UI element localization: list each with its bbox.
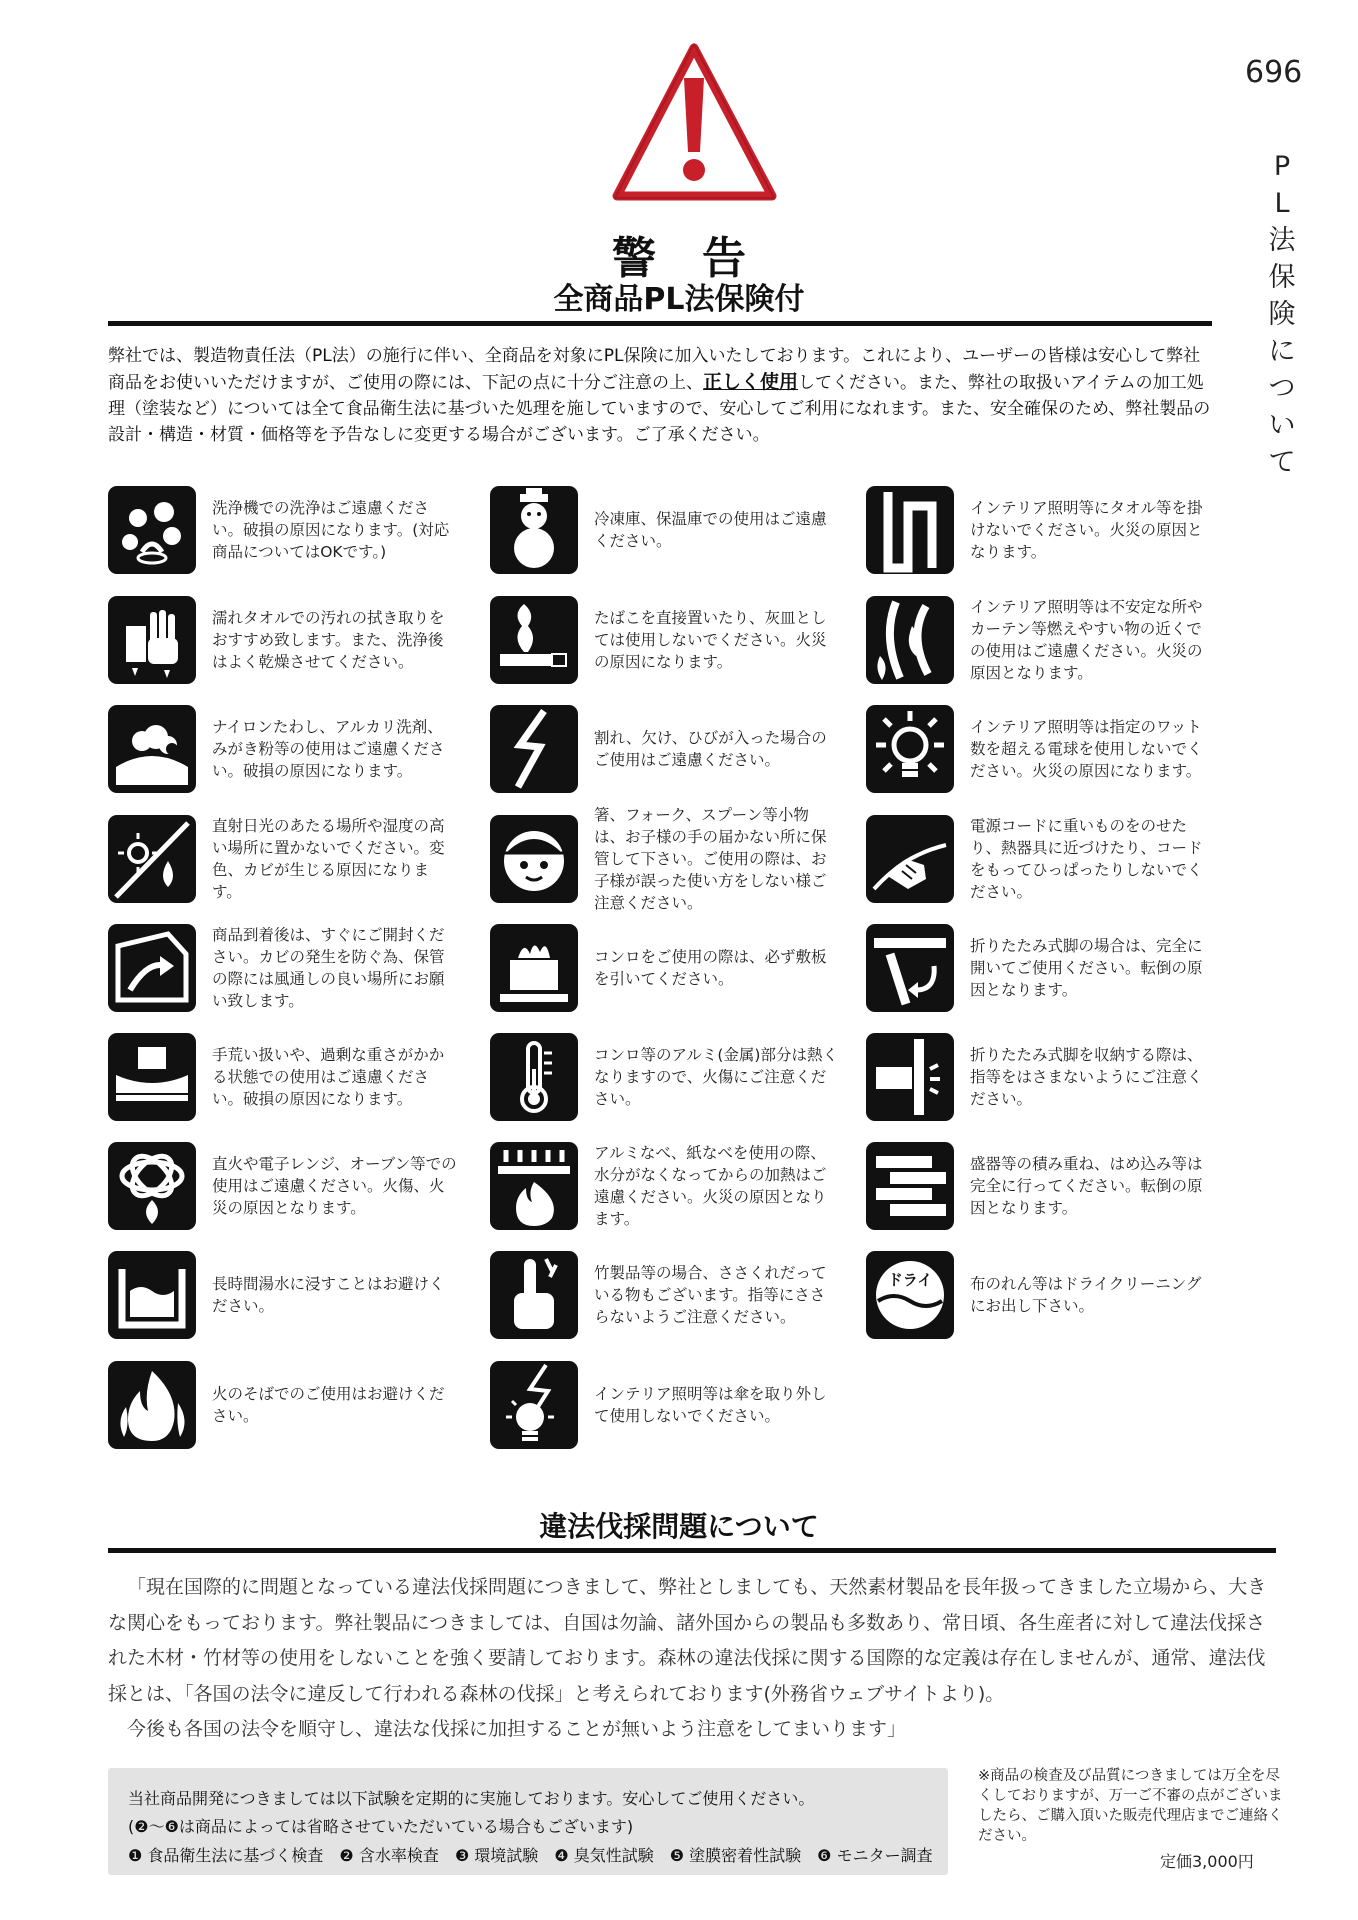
caution-item [866, 486, 1246, 574]
caution-text: 箸、フォーク、スプーン等小物は、お子様の手の届かない所に保管して下さい。ご使用の際は、お子様が誤った使い方をしない様ご注意ください。 [594, 806, 827, 912]
svg-text:ドライ: ドライ [887, 1271, 933, 1289]
child-face-icon [490, 815, 578, 903]
section-paragraph-2: 今後も各国の法令を順守し、違法な伐採に加担することが無いよう注意をしてまいります」 [127, 1718, 907, 1740]
splinter-finger-icon [490, 1251, 578, 1339]
caution-text: コンロ等のアルミ(金属)部分は熱くなりますので、火傷にご注意ください。 [594, 1046, 838, 1108]
stove-board-icon [490, 924, 578, 1012]
price: 定価3,000円 [1160, 1852, 1254, 1871]
intro-paragraph [108, 343, 1214, 448]
page-number: 696 [1245, 55, 1303, 90]
caution-item [108, 705, 488, 793]
caution-item [490, 1251, 870, 1339]
crack-icon [490, 705, 578, 793]
lamp-shade-icon [490, 1361, 578, 1449]
towel-on-lamp-icon [866, 486, 954, 574]
caution-item [866, 924, 1246, 1012]
section-rule [108, 1548, 1276, 1553]
side-title: P L 法 保 険 に つ い て [1268, 151, 1296, 478]
freezer-snowman-icon [490, 486, 578, 574]
caution-text: 割れ、欠け、ひびが入った場合のご使用はご遠慮ください。 [594, 729, 827, 769]
caution-item [108, 1361, 488, 1449]
caution-text: 商品到着後は、すぐにご開封ください。カビの発生を防ぐ為、保管の際には風通しの良い場所にお願い致します。 [212, 926, 445, 1010]
caution-item [108, 1033, 488, 1121]
caution-item [490, 1142, 870, 1230]
caution-text: 火のそばでのご使用はお避けください。 [212, 1385, 445, 1425]
folding-leg-open-icon [866, 924, 954, 1012]
light-bulb-icon [866, 705, 954, 793]
caution-text: 洗浄機での洗浄はご遠慮ください。破損の原因になります。(対応商品についてはOKです。) [212, 499, 450, 561]
caution-text: 濡れタオルでの汚れの拭き取りをおすすめ致します。また、洗浄後はよく乾燥させてください。 [212, 609, 445, 671]
caution-text: コンロをご使用の際は、必ず敷板を引いてください。 [594, 948, 827, 988]
warning-title: 警告 [612, 233, 792, 284]
caution-item [490, 705, 870, 793]
stacking-icon [866, 1142, 954, 1230]
caution-text: 直火や電子レンジ、オーブン等での使用はご遠慮ください。火傷、火災の原因となります。 [212, 1155, 457, 1217]
caution-item [490, 1361, 870, 1449]
caution-text: 布のれん等はドライクリーニングにお出し下さい。 [970, 1275, 1202, 1315]
sun-humidity-prohibited-icon [108, 815, 196, 903]
caution-text: インテリア照明等は指定のワット数を超える電球を使用しないでください。火災の原因になります。 [970, 718, 1203, 780]
caution-text: ナイロンたわし、アルカリ洗剤、みがき粉等の使用はご遠慮ください。破損の原因になります。 [212, 718, 445, 780]
section-title: 違法伐採問題について [539, 1510, 819, 1543]
fire-icon [108, 1361, 196, 1449]
caution-text: 竹製品等の場合、ささくれだっている物もございます。指等にささらないようご注意ください。 [594, 1264, 827, 1326]
folding-leg-pinch-icon [866, 1033, 954, 1121]
caution-item [866, 1142, 1246, 1230]
top-rule [108, 321, 1212, 326]
caution-item [108, 596, 488, 684]
inspection-note: ※商品の検査及び品質につきましては万全を尽くしておりますが、万一ご不審の点がございましたら、ご購入頂いた販売代理店までご連絡ください。 [978, 1768, 1283, 1844]
caution-item [108, 1251, 488, 1339]
caution-item [108, 1142, 488, 1230]
test-box [108, 1768, 948, 1875]
caution-item [490, 1033, 870, 1121]
caution-item [108, 815, 488, 903]
caution-item [490, 806, 870, 912]
microwave-fire-icon [108, 1142, 196, 1230]
caution-item [490, 924, 870, 1012]
caution-text: 手荒い扱いや、過剰な重さがかかる状態での使用はご遠慮ください。破損の原因になります。 [212, 1046, 445, 1108]
caution-text: インテリア照明等にタオル等を掛けないでください。火災の原因となります。 [970, 499, 1203, 561]
caution-item [866, 1251, 1246, 1339]
caution-item [866, 815, 1246, 903]
subtitle: 全商品PL法保険付 [553, 282, 805, 317]
caution-item [108, 924, 488, 1012]
warning-triangle-icon [612, 40, 777, 210]
caution-text: たばこを直接置いたり、灰皿としては使用しないでください。火災の原因になります。 [594, 609, 827, 671]
curtain-fire-icon [866, 596, 954, 684]
caution-text: 盛器等の積み重ね、はめ込み等は完全に行ってください。転倒の原因となります。 [970, 1155, 1203, 1217]
scrubbing-sponge-icon [108, 705, 196, 793]
caution-text: 冷凍庫、保温庫での使用はご遠慮ください。 [594, 510, 827, 550]
intro-part1: 弊社では、製造物責任法（PL法）の施行に伴い、全商品を対象にPL保険に加入いたしております。これにより、ユーザーの皆様は安心して弊社商品をお使いいただけますが、ご使用の際には、下記の点に十分ご注意の上、 [108, 346, 1201, 393]
caution-text: アルミなべ、紙なべを使用の際、水分がなくなってからの加熱はご遠慮ください。火災の原因となります。 [594, 1144, 827, 1228]
cigarette-icon [490, 596, 578, 684]
test-box-tests: ❶ 食品衛生法に基づく検査 ❷ 含水率検査 ❸ 環境試験 ❹ 臭気性試験 ❺ 塗膜密着性試験 ❻ モニター調査 [128, 1846, 933, 1865]
thermometer-icon [490, 1033, 578, 1121]
caution-item [490, 486, 870, 574]
caution-item [490, 596, 870, 684]
caution-text: 電源コードに重いものをのせたり、熱器具に近づけたり、コードをもってひっぱったりしないでください。 [970, 817, 1203, 901]
dry-clean-icon [866, 1251, 954, 1339]
test-box-line1: 当社商品開発につきましては以下試験を定期的に実施しております。安心してご使用ください。 [128, 1789, 815, 1808]
section-body [108, 1570, 1280, 1748]
intro-part2: してください。また、弊社の取扱いアイテムの加工処理（塗装など）については全て食品衛生法に基づいた処理を施していますので、安心してご利用になれます。また、安全確保のため、弊社製品の設計・構造・材質・価格等を予告なしに変更する場合がございます。ご了承ください。 [108, 373, 1211, 445]
caution-text: 折りたたみ式脚の場合は、完全に開いてご使用ください。転倒の原因となります。 [970, 937, 1203, 999]
caution-item [866, 1033, 1246, 1121]
caution-item [108, 486, 488, 574]
caution-text: 折りたたみ式脚を収納する際は、指等をはさまないようにご注意ください。 [970, 1046, 1203, 1108]
wet-towel-hand-icon [108, 596, 196, 684]
hot-water-soak-icon [108, 1251, 196, 1339]
caution-text: 直射日光のあたる場所や湿度の高い場所に置かないでください。変色、カビが生じる原因になります。 [212, 817, 445, 901]
pot-flame-icon [490, 1142, 578, 1230]
test-box-line2: (❷～❻は商品によっては省略させていただいている場合もございます) [128, 1817, 634, 1836]
washing-machine-splash-icon [108, 486, 196, 574]
section-paragraph-1: 「現在国際的に問題となっている違法伐採問題につきまして、弊社としましても、天然素材製品を長年扱ってきました立場から、大きな関心をもっております。弊社製品につきましては、自国は勿論、諸外国からの製品も多数あり、常日頃、各生産者に対して違法伐採された木材・竹材等の使用をしないことを強く要請しております。森林の違法伐採に関する国際的な定義は存在しませんが、通常、違法伐採とは、「各国の法令に違反して行われる森林の伐採」と考えられております(外務省ウェブサイトより)。 [108, 1576, 1267, 1705]
caution-item [866, 596, 1246, 684]
heavy-load-icon [108, 1033, 196, 1121]
caution-text: 長時間湯水に浸すことはお避けください。 [212, 1275, 445, 1315]
caution-text: インテリア照明等は傘を取り外して使用しないでください。 [594, 1385, 827, 1425]
caution-text: インテリア照明等は不安定な所やカーテン等燃えやすい物の近くでの使用はご遠慮ください。火災の原因となります。 [970, 598, 1203, 682]
power-cord-icon [866, 815, 954, 903]
intro-emphasis: 正しく使用 [703, 371, 799, 393]
caution-item [866, 705, 1246, 793]
open-package-icon [108, 924, 196, 1012]
